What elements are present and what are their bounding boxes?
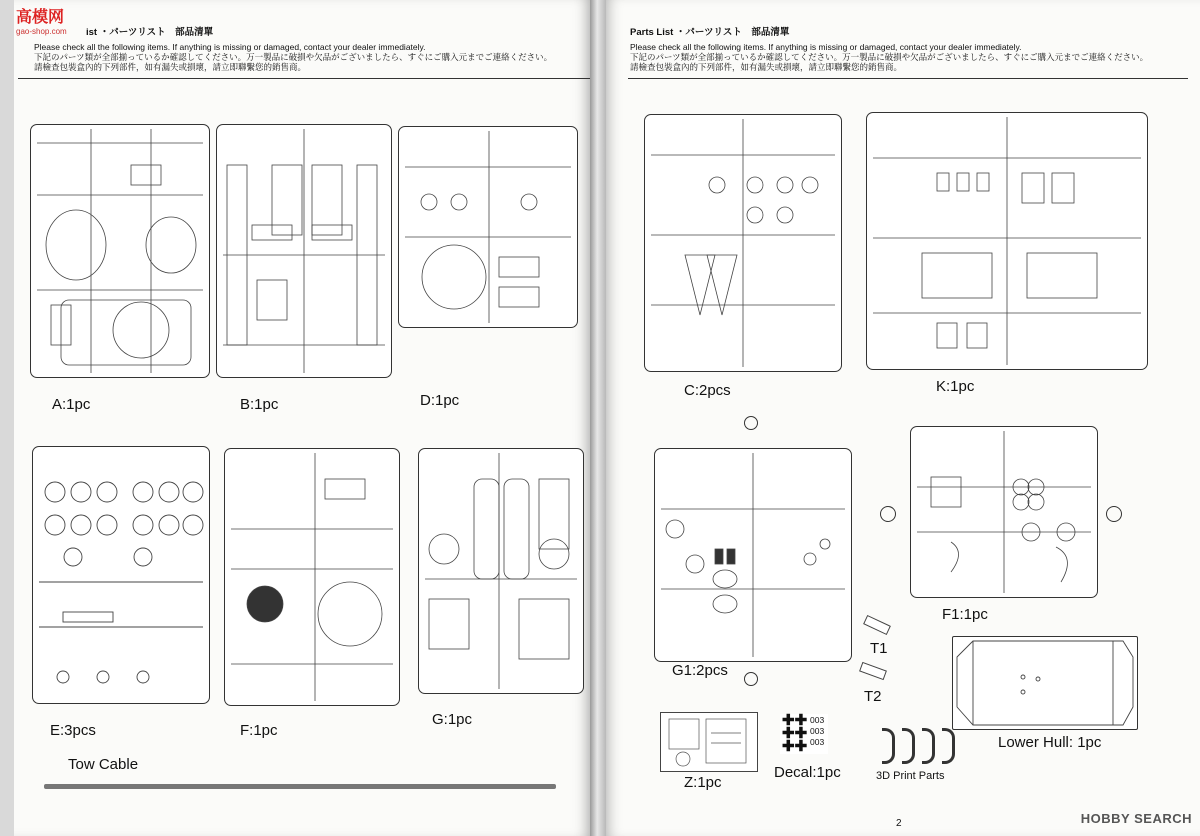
tow-cable-part [44,784,556,789]
sprue-a-caption: A:1pc [52,396,91,413]
lower-hull-caption: Lower Hull: 1pc [998,734,1102,751]
g1-ring-bottom [744,672,758,686]
sprue-c [644,114,842,372]
header-rule [18,78,590,79]
sprue-g1 [654,448,852,662]
header-rule [628,78,1188,79]
decal-caption: Decal:1pc [774,764,841,781]
header-line-cn: 請檢查包裝盒內的下列部件，如有漏失或損壞，請立即聯繫您的銷售商。 [34,62,307,72]
page-number: 2 [896,818,902,829]
t2-caption: T2 [864,688,882,705]
left-header-title: ist ・パーツリスト 部品清單 [86,27,214,38]
book-gutter [590,0,606,836]
print-part [942,728,955,764]
decal-code: 003 [810,737,825,747]
photo-etch-z-caption: Z:1pc [684,774,722,791]
sprue-f1 [910,426,1098,598]
sprue-f-caption: F:1pc [240,722,278,739]
photo-etch-z [660,712,758,772]
sprue-b [216,124,392,378]
right-header-title: Parts List ・パーツリスト 部品清單 [630,27,790,38]
print-part [922,728,935,764]
print-part [902,728,915,764]
cross-icon: ✚✚ ✚✚ ✚✚ [782,712,808,755]
t1-caption: T1 [870,640,888,657]
hobbysearch-watermark: HOBBY SEARCH [1080,811,1192,826]
sprue-k-caption: K:1pc [936,378,975,395]
sprue-g-caption: G:1pc [432,711,473,728]
header-line-en: Please check all the following items. If anything is missing or damaged, contact your dealer immediately. [630,42,1022,52]
sprue-a [30,124,210,378]
f1-ring-right [1106,506,1122,522]
f1-ring-left [880,506,896,522]
sprue-f1-caption: F1:1pc [942,606,988,623]
sprue-k [866,112,1148,370]
decal-code: 003 [810,715,825,725]
sprue-f [224,448,400,706]
t1-part [863,615,891,635]
header-line-jp: 下記のパーツ類が全部揃っているか確認してください。万一製品に破損や欠品がございましたら、すぐにご購入元までご連絡ください。 [630,52,1149,62]
header-line-cn: 請檢查包裝盒內的下列部件，如有漏失或損壞，請立即聯繫您的銷售商。 [630,62,903,72]
g1-ring-top [744,416,758,430]
header-line-jp: 下記のパーツ類が全部揃っているか確認してください。万一製品に破損や欠品がございましたら、すぐにご購入元までご連絡ください。 [34,52,553,62]
sprue-g1-caption: G1:2pcs [672,662,728,679]
t2-part [859,662,887,680]
print-part [882,728,895,764]
print-parts-caption: 3D Print Parts [876,770,945,782]
right-page [606,0,1200,836]
sprue-b-caption: B:1pc [240,396,279,413]
decal-sheet [780,714,828,754]
sprue-d [398,126,578,328]
sprue-e [32,446,210,704]
watermark-logo: 高模网 gao-shop.com [16,9,67,36]
left-page [14,0,590,836]
tow-cable-caption: Tow Cable [68,756,139,773]
sprue-e-caption: E:3pcs [50,722,96,739]
left-header [34,28,552,72]
sprue-c-caption: C:2pcs [684,382,731,399]
decal-code: 003 [810,726,825,736]
right-header [630,28,1148,72]
lower-hull-part [952,636,1138,730]
sprue-d-caption: D:1pc [420,392,460,409]
sprue-g [418,448,584,694]
header-line-en: Please check all the following items. If anything is missing or damaged, contact your dealer immediately. [34,42,426,52]
